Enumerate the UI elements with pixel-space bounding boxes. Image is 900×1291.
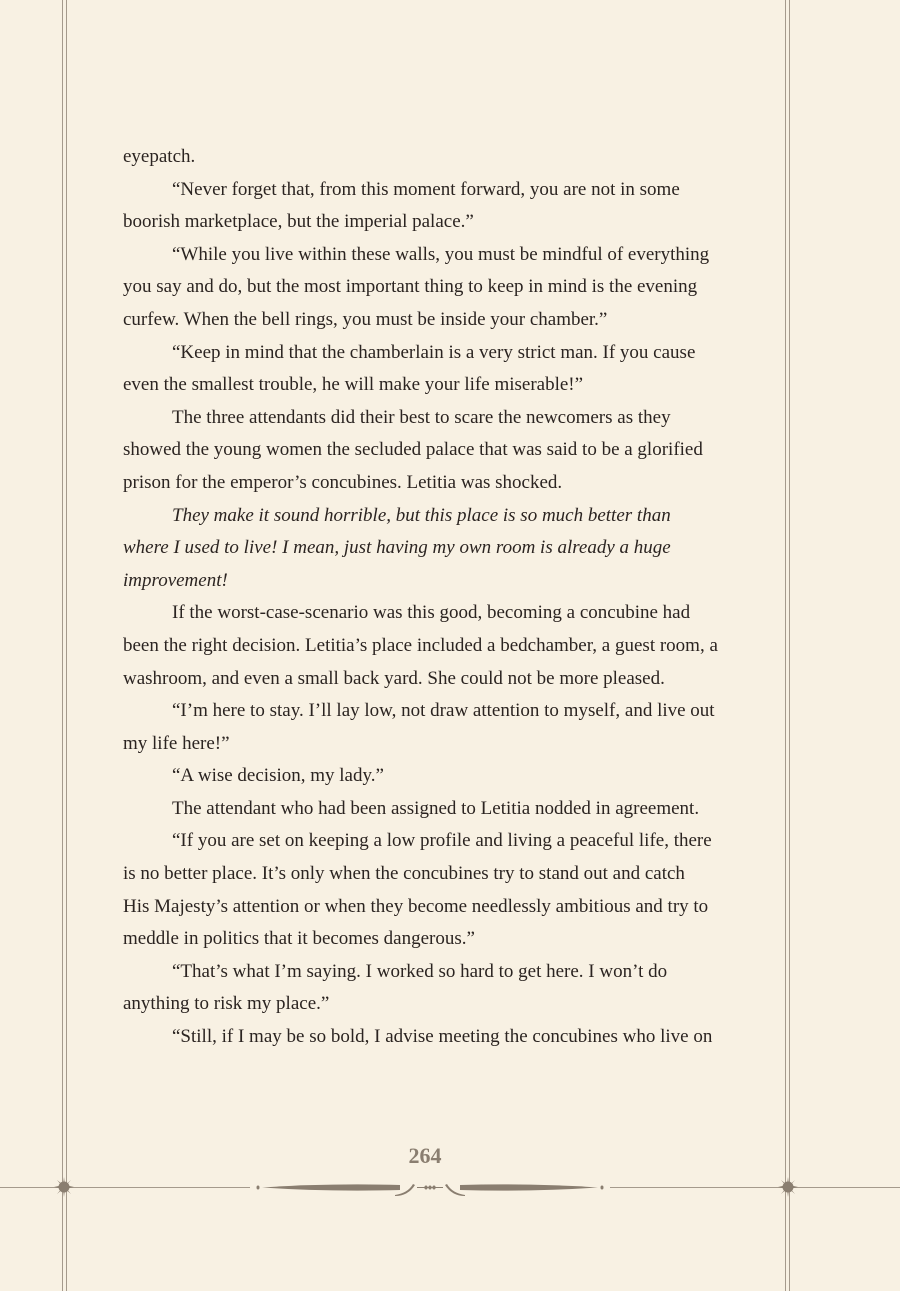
- left-border-outer: [62, 0, 63, 1291]
- text-line: “Still, if I may be so bold, I advise meeting the concubines who live on: [172, 1026, 713, 1048]
- paragraph: [123, 695, 743, 760]
- text-line: prison for the emperor’s concubines. Letitia was shocked.: [123, 471, 563, 493]
- text-line: The three attendants did their best to scare the newcomers as they: [172, 406, 671, 428]
- paragraph: [123, 760, 743, 793]
- page-body-text: [123, 141, 743, 1054]
- paragraph: [123, 337, 743, 402]
- text-line: improvement!: [123, 569, 228, 591]
- text-line: “Never forget that, from this moment forward, you are not in some: [172, 178, 680, 200]
- text-line: The attendant who had been assigned to Letitia nodded in agreement.: [172, 797, 700, 819]
- paragraph: [123, 174, 743, 239]
- text-line: curfew. When the bell rings, you must be inside your chamber.”: [123, 308, 608, 330]
- text-line: been the right decision. Letitia’s place included a bedchamber, a guest room, a: [123, 634, 718, 656]
- text-line: is no better place. It’s only when the concubines try to stand out and catch: [123, 863, 685, 885]
- text-line: “That’s what I’m saying. I worked so hard to get here. I won’t do: [172, 960, 668, 982]
- text-line: meddle in politics that it becomes dangerous.”: [123, 928, 475, 950]
- starburst-ornament-left-icon: [54, 1177, 74, 1197]
- paragraph: [123, 141, 743, 174]
- text-line: boorish marketplace, but the imperial palace.”: [123, 211, 474, 233]
- left-border-inner: [66, 0, 67, 1291]
- right-border-inner: [785, 0, 786, 1291]
- text-line: washroom, and even a small back yard. She could not be more pleased.: [123, 667, 665, 689]
- text-line: “A wise decision, my lady.”: [172, 765, 384, 787]
- paragraph: [123, 500, 743, 598]
- text-line: eyepatch.: [123, 146, 196, 167]
- paragraph: [123, 239, 743, 337]
- page-number: 264: [408, 1143, 442, 1168]
- text-line: His Majesty’s attention or when they become needlessly ambitious and try to: [123, 895, 709, 917]
- paragraph: [123, 1021, 743, 1054]
- starburst-ornament-right-icon: [778, 1177, 798, 1197]
- text-line: If the worst-case-scenario was this good, becoming a concubine had: [172, 602, 691, 624]
- paragraph: [123, 793, 743, 826]
- text-line: “While you live within these walls, you must be mindful of everything: [172, 243, 710, 265]
- paragraph: [123, 597, 743, 695]
- text-line: you say and do, but the most important thing to keep in mind is the evening: [123, 276, 698, 298]
- text-line: “Keep in mind that the chamberlain is a very strict man. If you cause: [172, 341, 696, 363]
- right-border-outer: [789, 0, 790, 1291]
- text-line: They make it sound horrible, but this place is so much better than: [172, 504, 671, 526]
- text-line: “If you are set on keeping a low profile and living a peaceful life, there: [172, 830, 712, 852]
- text-line: my life here!”: [123, 732, 230, 754]
- text-line: even the smallest trouble, he will make your life miserable!”: [123, 374, 584, 396]
- text-line: showed the young women the secluded palace that was said to be a glorified: [123, 439, 703, 461]
- paragraph: [123, 825, 743, 955]
- paragraph: [123, 402, 743, 500]
- text-line: “I’m here to stay. I’ll lay low, not draw attention to myself, and live out: [172, 700, 715, 722]
- text-line: anything to risk my place.”: [123, 993, 330, 1015]
- footer-flourish-ornament-icon: [250, 1177, 610, 1199]
- paragraph: [123, 956, 743, 1021]
- text-line: where I used to live! I mean, just having my own room is already a huge: [123, 537, 671, 559]
